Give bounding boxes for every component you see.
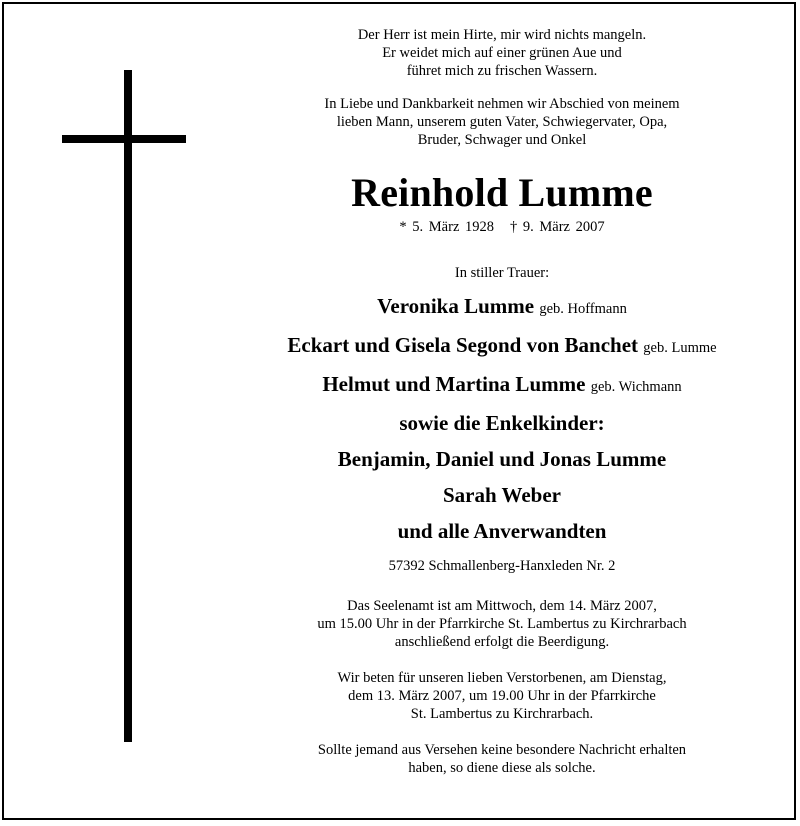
closing-line: haben, so diene diese als solche. <box>408 760 596 776</box>
prayer-info <box>204 669 796 723</box>
funeral-line: Das Seelenamt ist am Mittwoch, dem 14. März 2007, <box>347 598 657 614</box>
mourner-name: Veronika Lumme <box>377 294 535 318</box>
psalm-line: Der Herr ist mein Hirte, mir wird nichts mangeln. <box>357 27 647 43</box>
maiden-name: geb. Wichmann <box>590 379 682 395</box>
mourner-name: Helmut und Martina Lumme <box>322 372 586 396</box>
closing-line: Sollte jemand aus Versehen keine besondere Nachricht erhalten <box>317 742 687 758</box>
mourner <box>204 477 796 513</box>
mourner-name: Benjamin, Daniel und Jonas Lumme <box>337 447 667 471</box>
mourner <box>204 513 796 549</box>
birth-date: * 5. März 1928 <box>399 219 494 235</box>
family-address: 57392 Schmallenberg-Hanxleden Nr. 2 <box>388 558 616 574</box>
maiden-name: geb. Hoffmann <box>539 301 627 317</box>
farewell-text <box>204 95 796 149</box>
mourner-name: und alle Anverwandten <box>397 519 607 543</box>
notice-content <box>204 4 796 777</box>
mourner-name: sowie die Enkelkinder: <box>399 411 605 435</box>
psalm-line: führet mich zu frischen Wassern. <box>406 63 598 79</box>
death-date: † 9. März 2007 <box>510 219 605 235</box>
life-dates <box>204 218 796 236</box>
funeral-line: anschließend erfolgt die Beerdigung. <box>394 634 610 650</box>
mourner <box>204 327 796 366</box>
cross-icon-bar <box>62 135 186 143</box>
closing-note <box>204 741 796 777</box>
maiden-name: geb. Lumme <box>643 340 717 356</box>
cross-icon <box>124 70 132 742</box>
mourner <box>204 366 796 405</box>
psalm-verse <box>204 26 796 80</box>
psalm-line: Er weidet mich auf einer grünen Aue und <box>382 45 622 61</box>
prayer-line: Wir beten für unseren lieben Verstorbenen, am Dienstag, <box>337 670 667 686</box>
mourning-intro: In stiller Trauer: <box>454 265 550 281</box>
prayer-line: dem 13. März 2007, um 19.00 Uhr in der Pfarrkirche <box>348 688 656 704</box>
mourner <box>204 441 796 477</box>
funeral-info <box>204 597 796 651</box>
mourner-name: Eckart und Gisela Segond von Banchet <box>287 333 639 357</box>
funeral-line: um 15.00 Uhr in der Pfarrkirche St. Lambertus zu Kirchrarbach <box>317 616 687 632</box>
prayer-line: St. Lambertus zu Kirchrarbach. <box>410 706 594 722</box>
deceased-name: Reinhold Lumme <box>351 170 653 215</box>
mourner <box>204 288 796 327</box>
farewell-line: lieben Mann, unserem guten Vater, Schwiegervater, Opa, <box>336 114 668 130</box>
mourner <box>204 405 796 441</box>
obituary-notice <box>2 2 796 820</box>
farewell-line: In Liebe und Dankbarkeit nehmen wir Abschied von meinem <box>324 96 680 112</box>
mourner-name: Sarah Weber <box>442 483 562 507</box>
farewell-line: Bruder, Schwager und Onkel <box>417 132 587 148</box>
mourners-list <box>204 288 796 549</box>
